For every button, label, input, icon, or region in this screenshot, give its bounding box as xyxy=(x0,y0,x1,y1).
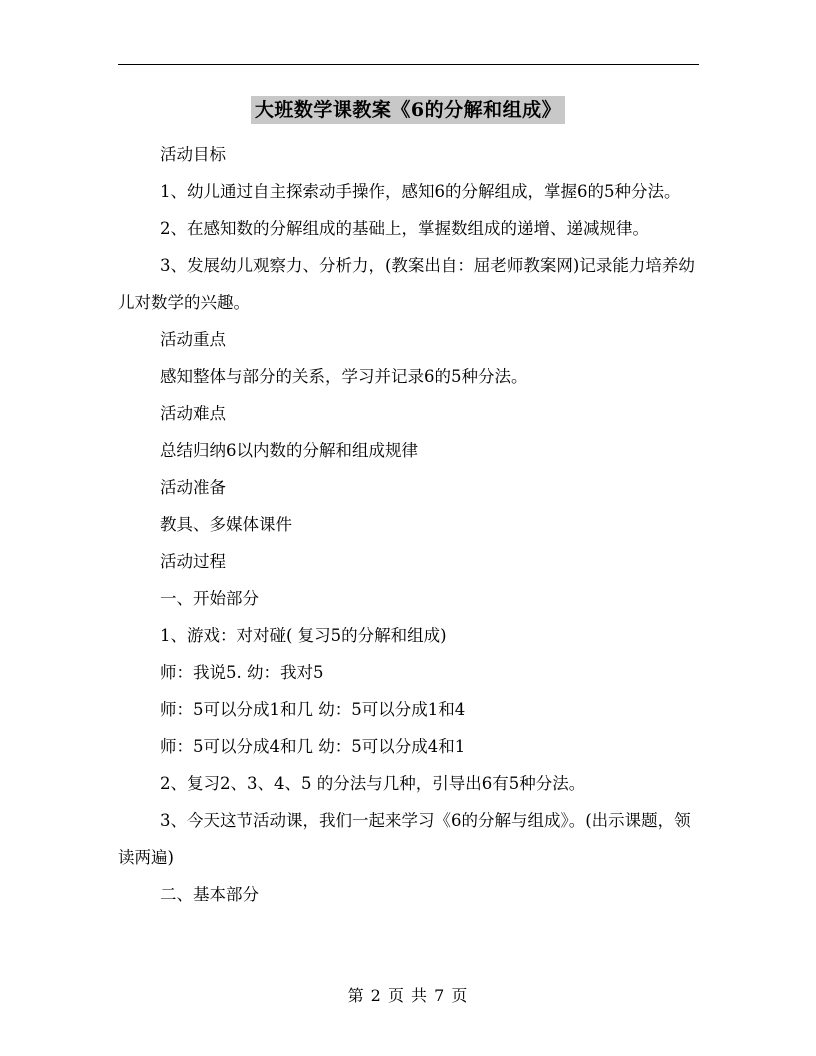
paragraph: 师：5可以分成4和几 幼：5可以分成4和1 xyxy=(160,737,466,756)
paragraph: 总结归纳6以内数的分解和组成规律 xyxy=(160,441,418,460)
paragraph: 1、游戏：对对碰( 复习5的分解和组成) xyxy=(160,626,447,645)
paragraph: 3、今天这节活动课，我们一起来学习《6的分解与组成》。(出示课题，领读两遍) xyxy=(118,811,691,867)
paragraph: 活动准备 xyxy=(160,478,226,497)
paragraph: 2、在感知数的分解组成的基础上，掌握数组成的递增、递减规律。 xyxy=(160,219,649,238)
paragraph: 二、基本部分 xyxy=(160,885,259,904)
document-body xyxy=(118,136,699,913)
paragraph: 活动重点 xyxy=(160,330,226,349)
paragraph: 活动难点 xyxy=(160,404,226,423)
document-title: 大班数学课教案《6的分解和组成》 xyxy=(251,96,565,124)
paragraph: 1、幼儿通过自主探索动手操作，感知6的分解组成，掌握6的5种分法。 xyxy=(160,182,681,201)
page-footer: 第 2 页 共 7 页 xyxy=(347,986,469,1005)
paragraph: 2、复习2、3、4、5 的分法与几种，引导出6有5种分法。 xyxy=(160,774,586,793)
paragraph: 师：5可以分成1和几 幼：5可以分成1和4 xyxy=(160,700,466,719)
paragraph: 活动目标 xyxy=(160,145,226,164)
title-block xyxy=(0,96,816,124)
paragraph: 3、发展幼儿观察力、分析力，(教案出自：屈老师教案网)记录能力培养幼儿对数学的兴趣。 xyxy=(118,256,695,312)
paragraph: 感知整体与部分的关系，学习并记录6的5种分法。 xyxy=(160,367,528,386)
paragraph: 教具、多媒体课件 xyxy=(160,515,292,534)
paragraph: 活动过程 xyxy=(160,552,226,571)
header-rule xyxy=(118,64,699,65)
paragraph: 一、开始部分 xyxy=(160,589,259,608)
paragraph: 师：我说5. 幼：我对5 xyxy=(160,663,324,682)
